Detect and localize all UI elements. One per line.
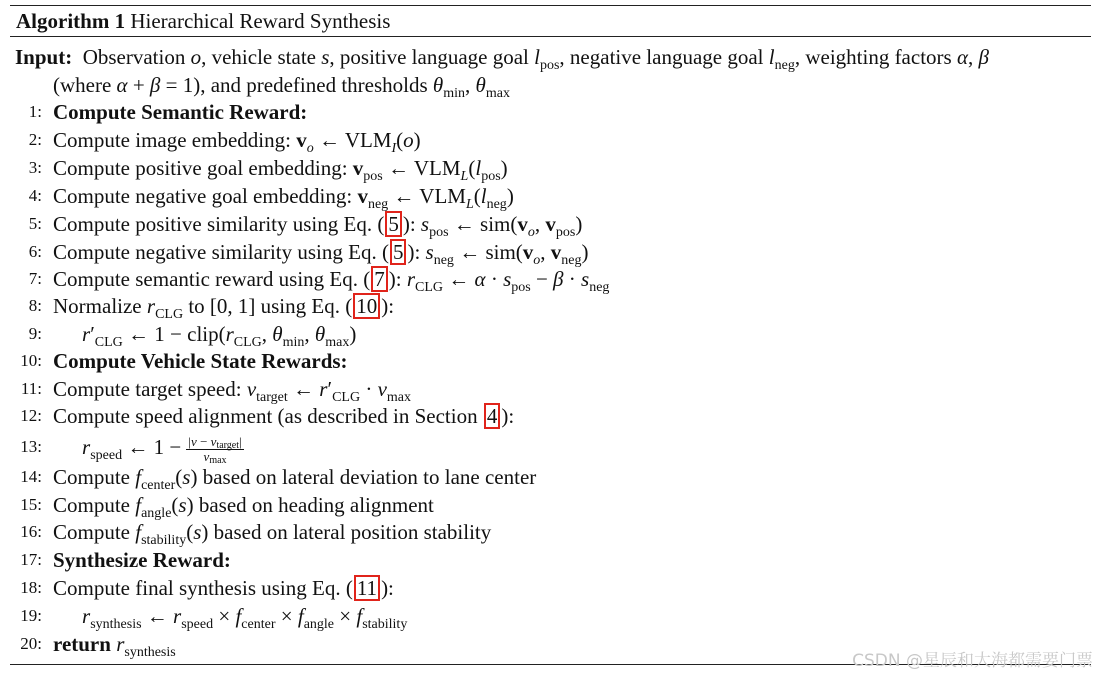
line-number: 4: bbox=[28, 186, 42, 205]
title-rule bbox=[10, 36, 1091, 37]
line-text: Compute semantic reward using Eq. ( bbox=[53, 267, 371, 291]
input-text: , vehicle state bbox=[201, 45, 322, 69]
line-number: 1: bbox=[28, 102, 42, 121]
section-heading: Compute Vehicle State Rewards: bbox=[53, 349, 348, 373]
line-number: 14: bbox=[20, 467, 42, 486]
line-text: Compute speed alignment (as described in Section bbox=[53, 404, 483, 428]
input-label: Input: bbox=[15, 45, 73, 69]
line-number: 17: bbox=[20, 550, 42, 569]
line-text: Compute final synthesis using Eq. ( bbox=[53, 576, 353, 600]
equation-link[interactable]: 10 bbox=[353, 293, 380, 319]
line-text: Compute positive similarity using Eq. ( bbox=[53, 212, 385, 236]
line-text: Normalize bbox=[53, 294, 147, 318]
line-number: 5: bbox=[28, 214, 42, 233]
section-heading: Compute Semantic Reward: bbox=[53, 100, 308, 124]
algorithm-title bbox=[16, 9, 390, 34]
line-number: 2: bbox=[28, 130, 42, 149]
section-heading: Synthesize Reward: bbox=[53, 548, 231, 572]
line-number: 15: bbox=[20, 495, 42, 514]
speed-fraction: $\frac{|v - v_{target}|}{v_{max}}$ bbox=[188, 433, 242, 466]
line-number: 13: bbox=[20, 437, 42, 456]
line-number: 16: bbox=[20, 522, 42, 541]
line-number: 11: bbox=[20, 379, 42, 398]
line-text: based on heading alignment bbox=[193, 493, 434, 517]
watermark-text: CSDN @星辰和大海都需要门票 bbox=[852, 651, 1093, 671]
equation-link[interactable]: 5 bbox=[390, 239, 407, 265]
equation-link[interactable]: 5 bbox=[385, 211, 402, 237]
input-text: , positive language goal bbox=[329, 45, 535, 69]
line-text: to [0, 1] using Eq. ( bbox=[183, 294, 353, 318]
line-text: based on lateral deviation to lane center bbox=[197, 465, 537, 489]
algorithm-name: Hierarchical Reward Synthesis bbox=[130, 9, 391, 33]
line-number: 20: bbox=[20, 634, 42, 653]
top-rule bbox=[10, 5, 1091, 6]
line-number: 19: bbox=[20, 606, 42, 625]
algorithm-label: Algorithm 1 bbox=[16, 9, 126, 33]
line-text: Compute bbox=[53, 520, 136, 544]
input-text: , negative language goal bbox=[559, 45, 769, 69]
line-number: 6: bbox=[28, 242, 42, 261]
line-text: Compute negative similarity using Eq. ( bbox=[53, 240, 389, 264]
line-number: 8: bbox=[28, 296, 42, 315]
line-text: Compute positive goal embedding: bbox=[53, 156, 353, 180]
return-keyword: return bbox=[53, 632, 111, 656]
line-text: based on lateral position stability bbox=[208, 520, 492, 544]
input-text: , weighting factors bbox=[794, 45, 957, 69]
input-text: Observation bbox=[82, 45, 191, 69]
equation-link[interactable]: 7 bbox=[371, 266, 388, 292]
line-text: Compute negative goal embedding: bbox=[53, 184, 358, 208]
line-number: 18: bbox=[20, 578, 42, 597]
input-description: Input: Observation o, vehicle state s, positive language goal $l_{pos}$, negative language goal $l_{neg}$, weighting factors α, β (where α + β = 1), and predefined thresholds $\theta_{min}$, $\theta_{max}$ bbox=[15, 45, 989, 101]
line-number: 7: bbox=[28, 269, 42, 288]
line-text: Compute image embedding: bbox=[53, 128, 297, 152]
input-text: ), and predefined thresholds bbox=[193, 73, 433, 97]
line-number: 9: bbox=[28, 324, 42, 343]
equation-link[interactable]: 11 bbox=[354, 575, 380, 601]
section-link[interactable]: 4 bbox=[484, 403, 501, 429]
line-number: 12: bbox=[20, 406, 42, 425]
line-number: 10: bbox=[20, 351, 42, 370]
input-text: (where bbox=[53, 73, 117, 97]
line-text: Compute target speed: bbox=[53, 377, 247, 401]
line-text: Compute bbox=[53, 465, 136, 489]
line-text: Compute bbox=[53, 493, 136, 517]
line-number: 3: bbox=[28, 158, 42, 177]
